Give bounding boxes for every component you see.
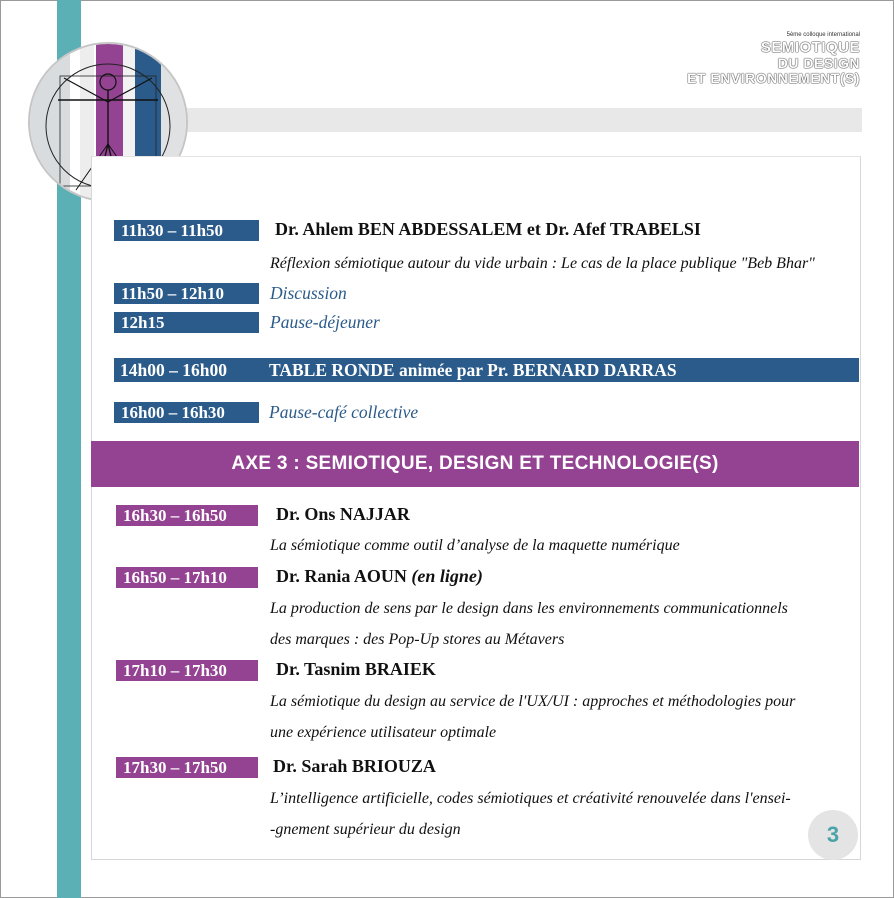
talk-title: La sémiotique comme outil d’analyse de la maquette numérique: [270, 537, 680, 554]
colloquium-subtitle: 5ème colloque international: [786, 32, 860, 38]
round-table-label: TABLE RONDE animée par Pr. BERNARD DARRAS: [269, 360, 677, 380]
time-slot: 16h50 – 17h10: [116, 567, 258, 588]
talk-title-line-1: L’intelligence artificielle, codes sémiotiques et créativité renouvelée dans l'ensei-: [270, 790, 791, 807]
axis-title: AXE 3 : SEMIOTIQUE, DESIGN ET TECHNOLOGIE(S): [91, 441, 859, 487]
speaker-name: Dr. Ons NAJJAR: [276, 504, 410, 524]
speaker-name: Dr. Tasnim BRAIEK: [276, 659, 436, 679]
coffee-break-label: Pause-café collective: [269, 402, 419, 422]
time-slot: 16h00 – 16h30: [114, 402, 259, 423]
time-slot: 12h15: [114, 312, 259, 333]
talk-title-line-2: -gnement supérieur du design: [270, 821, 461, 838]
time-slot: 11h30 – 11h50: [114, 220, 259, 241]
logo-line-3: ET ENVIRONNEMENT(S): [687, 70, 860, 86]
lunch-break-label: Pause-déjeuner: [270, 312, 380, 332]
round-table-bar: [114, 358, 859, 382]
header-grey-band: [178, 108, 862, 132]
page-number: 3: [808, 810, 858, 860]
logo-line-1: SEMIOTIQUE: [760, 39, 860, 56]
colloquium-logo: [687, 32, 860, 85]
speaker-name: Dr. Rania AOUN (en ligne): [276, 566, 483, 586]
time-slot: 17h30 – 17h50: [116, 757, 258, 778]
time-slot: 16h30 – 16h50: [116, 505, 258, 526]
time-slot: 11h50 – 12h10: [114, 283, 259, 304]
talk-title-line-1: La production de sens par le design dans les environnements communicationnels: [270, 600, 788, 617]
time-slot: 14h00 – 16h00: [120, 360, 227, 380]
speaker-name: Dr. Sarah BRIOUZA: [273, 756, 436, 776]
speaker-name: Dr. Ahlem BEN ABDESSALEM et Dr. Afef TRABELSI: [275, 219, 701, 239]
talk-title: Réflexion sémiotique autour du vide urbain : Le cas de la place publique "Beb Bhar": [270, 255, 815, 272]
logo-line-2: DU DESIGN: [777, 55, 860, 71]
time-slot: 17h10 – 17h30: [116, 660, 258, 681]
talk-title-line-1: La sémiotique du design au service de l'UX/UI : approches et méthodologies pour: [270, 693, 796, 710]
talk-title-line-2: une expérience utilisateur optimale: [270, 724, 497, 741]
discussion-label: Discussion: [270, 283, 347, 303]
talk-title-line-2: des marques : des Pop-Up stores au Métavers: [270, 631, 565, 648]
